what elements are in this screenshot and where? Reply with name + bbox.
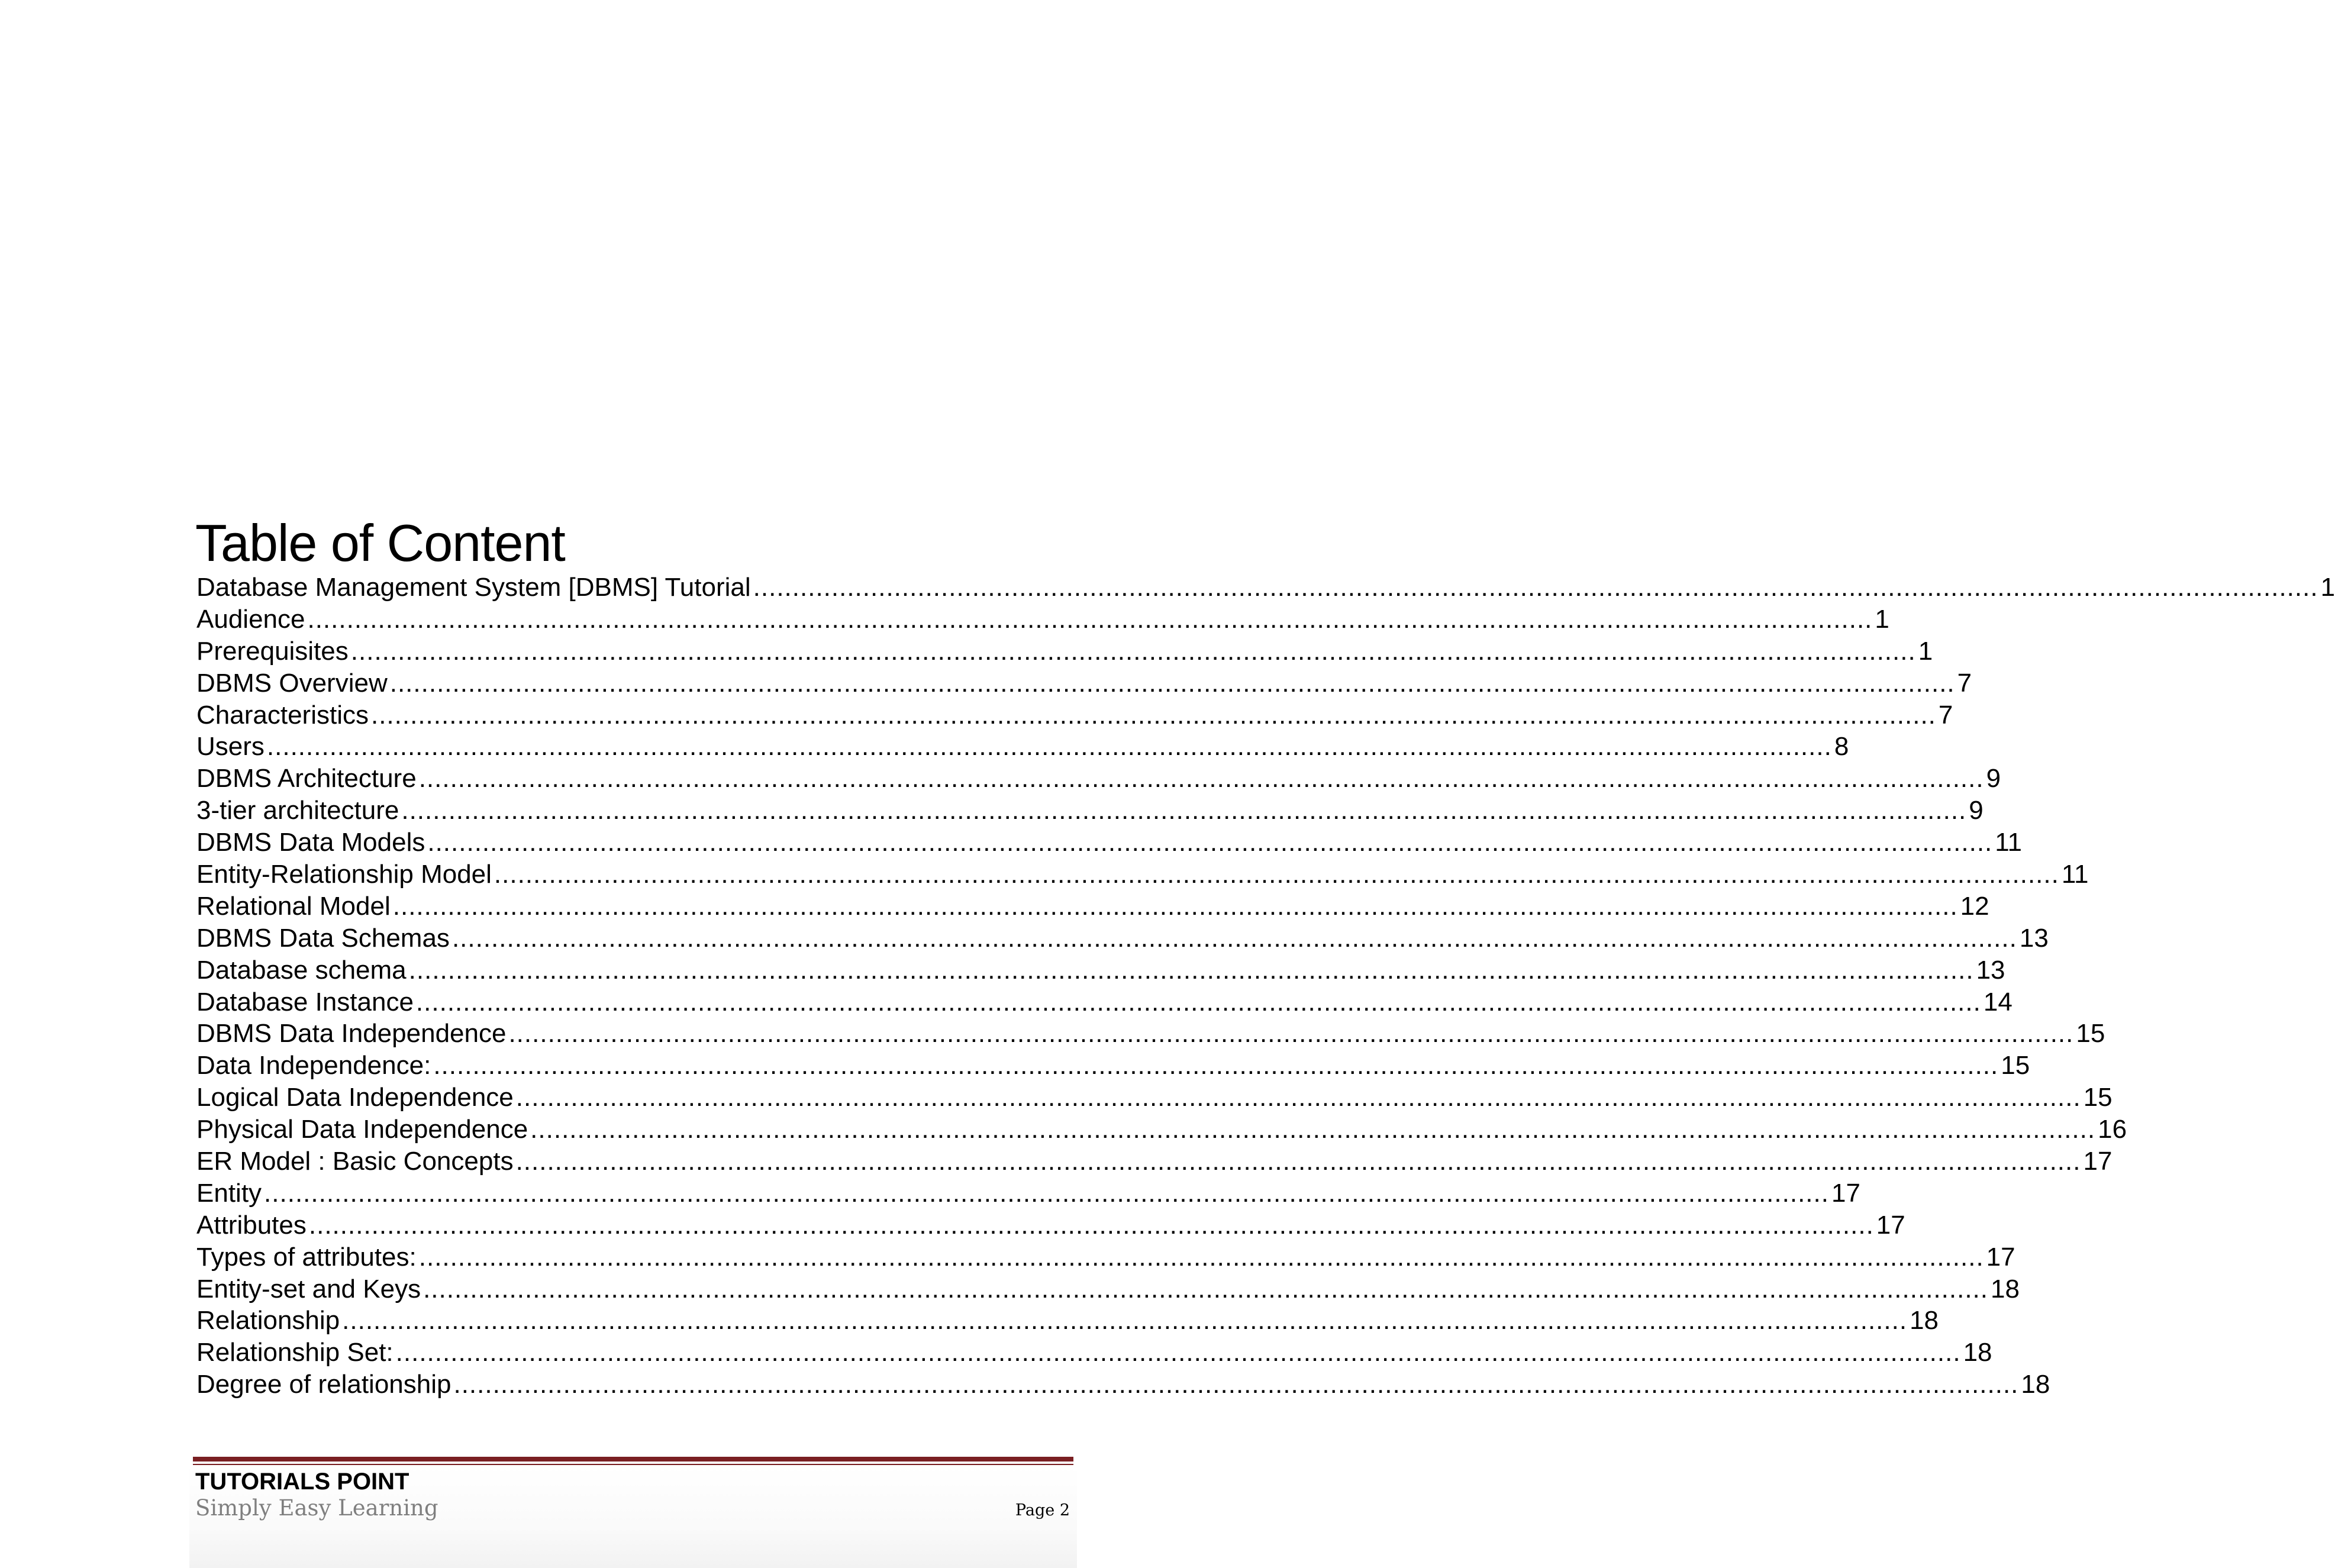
toc-entry[interactable] xyxy=(196,635,1933,667)
toc-entry-page: 12 xyxy=(1960,891,1989,921)
toc-entry-title: Data Independence: xyxy=(196,1051,431,1080)
toc-entry-page: 18 xyxy=(2021,1370,2050,1399)
toc-entry-page: 8 xyxy=(1834,732,1849,762)
toc-entry-title: Relational Model xyxy=(196,891,391,921)
toc-entry[interactable] xyxy=(196,986,2013,1018)
toc-dot-leader: ........................................................................................................................................................................................................ xyxy=(418,764,1984,793)
toc-entry-page: 13 xyxy=(2019,923,2049,953)
footer-tagline: Simply Easy Learning xyxy=(195,1495,438,1521)
toc-entry[interactable] xyxy=(196,922,2049,954)
toc-entry-page: 11 xyxy=(1995,828,2022,857)
toc-entry-title: Database Management System [DBMS] Tutorial xyxy=(196,573,751,602)
toc-entry[interactable] xyxy=(196,604,1889,635)
toc-entry[interactable] xyxy=(196,667,1972,699)
toc-dot-leader: ........................................................................................................................................................................................................ xyxy=(753,573,2318,602)
toc-dot-leader: ........................................................................................................................................................................................................ xyxy=(350,636,1916,666)
toc-entry-title: Entity-set and Keys xyxy=(196,1274,421,1304)
toc-entry-title: DBMS Data Independence xyxy=(196,1019,507,1048)
toc-dot-leader: ........................................................................................................................................................................................................ xyxy=(308,1210,1874,1240)
toc-entry[interactable] xyxy=(196,1273,2020,1305)
toc-entry-title: ER Model : Basic Concepts xyxy=(196,1147,514,1176)
toc-entry-title: Database schema xyxy=(196,955,407,985)
toc-dot-leader: ........................................................................................................................................................................................................ xyxy=(530,1115,2096,1144)
toc-dot-leader: ........................................................................................................................................................................................................ xyxy=(433,1051,1999,1080)
toc-entry-title: Relationship xyxy=(196,1306,340,1335)
toc-entry[interactable] xyxy=(196,1241,2015,1273)
toc-entry[interactable] xyxy=(196,859,2089,891)
toc-dot-leader: ........................................................................................................................................................................................................ xyxy=(342,1306,1908,1335)
toc-dot-leader: ........................................................................................................................................................................................................ xyxy=(515,1083,2081,1112)
toc-entry-page: 17 xyxy=(1876,1210,1905,1240)
toc-dot-leader: ........................................................................................................................................................................................................ xyxy=(427,828,1993,857)
toc-entry-page: 17 xyxy=(1831,1178,1860,1208)
toc-entry-title: DBMS Data Models xyxy=(196,828,425,857)
toc-entry-page: 15 xyxy=(2083,1083,2113,1112)
toc-dot-leader: ........................................................................................................................................................................................................ xyxy=(389,668,1955,698)
toc-entry[interactable] xyxy=(196,1146,2113,1177)
toc-dot-leader: ........................................................................................................................................................................................................ xyxy=(415,987,1981,1017)
footer-page-number: Page 2 xyxy=(1015,1501,1070,1519)
toc-dot-leader: ........................................................................................................................................................................................................ xyxy=(418,1242,1984,1272)
toc-entry-title: Entity-Relationship Model xyxy=(196,860,492,889)
toc-entry-title: Logical Data Independence xyxy=(196,1083,514,1112)
toc-entry-title: Database Instance xyxy=(196,987,414,1017)
toc-entry-page: 18 xyxy=(1910,1306,1939,1335)
toc-entry-page: 9 xyxy=(1969,796,1984,825)
toc-entry-page: 15 xyxy=(2001,1051,2030,1080)
toc-dot-leader: ........................................................................................................................................................................................................ xyxy=(453,1370,2019,1399)
toc-dot-leader: ........................................................................................................................................................................................................ xyxy=(266,732,1832,762)
toc-dot-leader: ........................................................................................................................................................................................................ xyxy=(515,1147,2081,1176)
footer-rule xyxy=(193,1457,1073,1461)
toc-entry[interactable] xyxy=(196,827,2022,859)
toc-entry[interactable] xyxy=(196,1369,2050,1401)
toc-entry[interactable] xyxy=(196,795,1984,827)
toc-entry-page: 13 xyxy=(1976,955,2005,985)
toc-entry-title: DBMS Overview xyxy=(196,668,388,698)
toc-title: Table of Content xyxy=(195,514,565,572)
toc-entry[interactable] xyxy=(196,1177,1860,1209)
toc-entry-page: 15 xyxy=(2076,1019,2105,1048)
toc-entry[interactable] xyxy=(196,1018,2105,1050)
toc-entry-title: Degree of relationship xyxy=(196,1370,451,1399)
toc-entry-page: 1 xyxy=(2320,573,2335,602)
toc-dot-leader: ........................................................................................................................................................................................................ xyxy=(408,955,1974,985)
toc-entry[interactable] xyxy=(196,572,2335,604)
toc-entry-page: 9 xyxy=(1986,764,2001,793)
toc-entry-page: 14 xyxy=(1983,987,2013,1017)
toc-entry-page: 17 xyxy=(2083,1147,2113,1176)
toc-dot-leader: ........................................................................................................................................................................................................ xyxy=(508,1019,2074,1048)
toc-dot-leader: ........................................................................................................................................................................................................ xyxy=(370,700,1936,730)
toc-entry-title: Users xyxy=(196,732,265,762)
toc-dot-leader: ........................................................................................................................................................................................................ xyxy=(451,923,2017,953)
toc-list xyxy=(196,572,2335,1401)
toc-entry-title: DBMS Data Schemas xyxy=(196,923,450,953)
toc-entry-page: 18 xyxy=(1991,1274,2020,1304)
toc-entry[interactable] xyxy=(196,763,2001,795)
toc-dot-leader: ........................................................................................................................................................................................................ xyxy=(392,891,1958,921)
toc-entry-title: Audience xyxy=(196,604,305,634)
toc-entry[interactable] xyxy=(196,1337,1992,1369)
toc-entry-page: 7 xyxy=(1957,668,1972,698)
toc-entry[interactable] xyxy=(196,1305,1939,1337)
toc-entry-title: Attributes xyxy=(196,1210,307,1240)
toc-entry[interactable] xyxy=(196,891,1989,922)
toc-dot-leader: ........................................................................................................................................................................................................ xyxy=(401,796,1967,825)
toc-entry-title: Prerequisites xyxy=(196,636,349,666)
toc-entry[interactable] xyxy=(196,1050,2030,1082)
toc-dot-leader: ........................................................................................................................................................................................................ xyxy=(494,860,2059,889)
toc-entry-title: DBMS Architecture xyxy=(196,764,417,793)
toc-dot-leader: ........................................................................................................................................................................................................ xyxy=(423,1274,1988,1304)
toc-dot-leader: ........................................................................................................................................................................................................ xyxy=(395,1338,1961,1367)
toc-entry-page: 17 xyxy=(1986,1242,2015,1272)
toc-entry-page: 16 xyxy=(2098,1115,2127,1144)
toc-entry-page: 7 xyxy=(1938,700,1953,730)
toc-entry-page: 1 xyxy=(1918,636,1933,666)
footer-rule-thin xyxy=(193,1464,1073,1465)
toc-dot-leader: ........................................................................................................................................................................................................ xyxy=(307,604,1873,634)
toc-entry[interactable] xyxy=(196,699,1953,731)
toc-entry[interactable] xyxy=(196,1114,2127,1146)
toc-entry[interactable] xyxy=(196,1082,2113,1114)
toc-entry-page: 11 xyxy=(2061,860,2089,889)
toc-entry[interactable] xyxy=(196,954,2005,986)
toc-entry-page: 1 xyxy=(1875,604,1889,634)
toc-entry-title: Entity xyxy=(196,1178,262,1208)
toc-entry-title: Characteristics xyxy=(196,700,369,730)
footer-brand: TUTORIALS POINT xyxy=(195,1469,409,1495)
toc-entry-title: Relationship Set: xyxy=(196,1338,394,1367)
toc-entry-title: Types of attributes: xyxy=(196,1242,417,1272)
toc-entry-page: 18 xyxy=(1963,1338,1992,1367)
toc-entry[interactable] xyxy=(196,1209,1905,1241)
toc-dot-leader: ........................................................................................................................................................................................................ xyxy=(264,1178,1829,1208)
toc-entry-title: 3-tier architecture xyxy=(196,796,399,825)
toc-entry[interactable] xyxy=(196,731,1849,763)
toc-entry-title: Physical Data Independence xyxy=(196,1115,528,1144)
